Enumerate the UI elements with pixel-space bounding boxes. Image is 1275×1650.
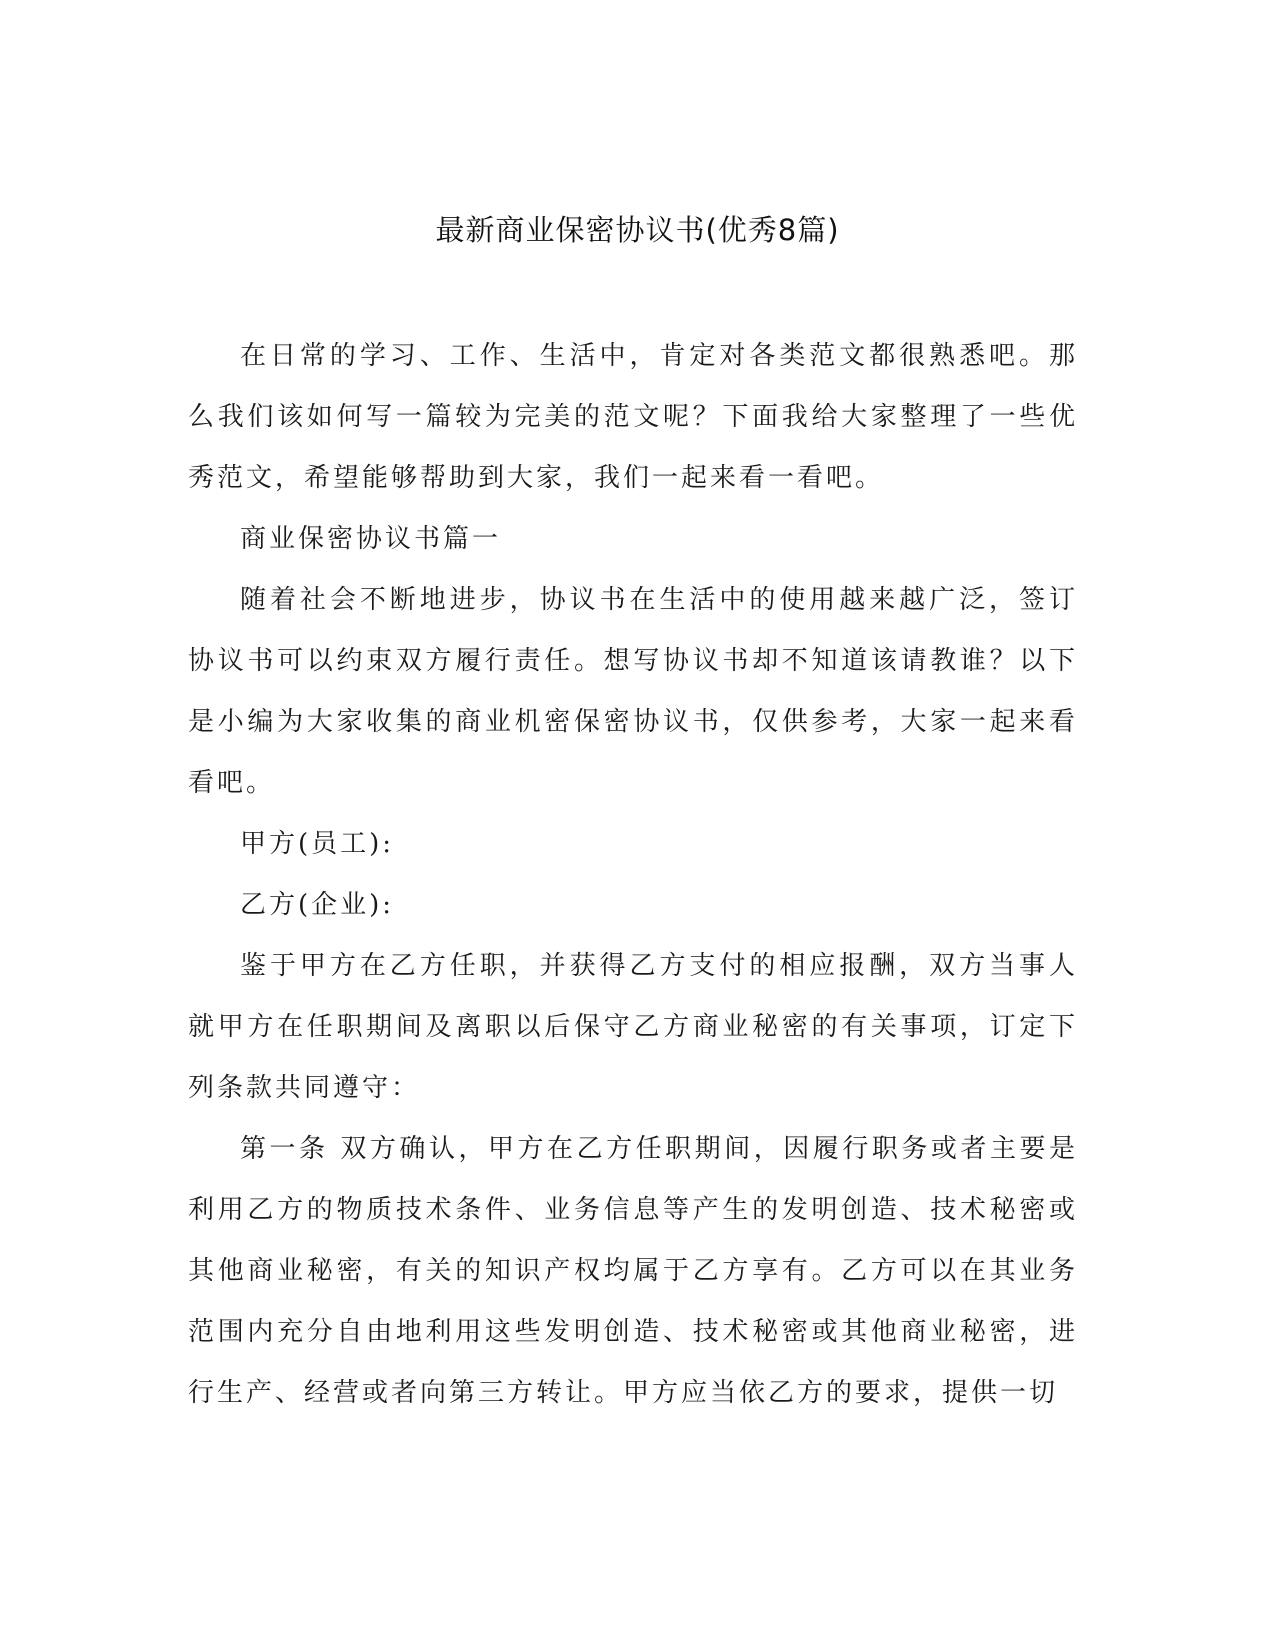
document-body — [188, 326, 1078, 1424]
article-one-paragraph: 第一条 双方确认，甲方在乙方任职期间，因履行职务或者主要是利用乙方的物质技术条件、业务信息等产生的发明创造、技术秘密或其他商业秘密，有关的知识产权均属于乙方享有。乙方可以在其业务范围内充分自由地利用这些发明创造、技术秘密或其他商业秘密，进行生产、经营或者向第三方转让。甲方应当依乙方的要求，提供一切 — [188, 1134, 1078, 1408]
section-heading: 商业保密协议书篇一 — [240, 524, 502, 554]
document-title: 最新商业保密协议书(优秀8篇) — [435, 213, 840, 247]
party-a-line: 甲方(员工): — [240, 829, 395, 859]
party-b-line: 乙方(企业): — [240, 890, 395, 920]
body-paragraph: 随着社会不断地进步，协议书在生活中的使用越来越广泛，签订协议书可以约束双方履行责任。想写协议书却不知道该请教谁？以下是小编为大家收集的商业机密保密协议书，仅供参考，大家一起来看看吧。 — [188, 585, 1078, 798]
intro-paragraph: 在日常的学习、工作、生活中，肯定对各类范文都很熟悉吧。那么我们该如何写一篇较为完美的范文呢？下面我给大家整理了一些优秀范文，希望能够帮助到大家，我们一起来看一看吧。 — [188, 341, 1078, 493]
body-paragraph: 鉴于甲方在乙方任职，并获得乙方支付的相应报酬，双方当事人就甲方在任职期间及离职以后保守乙方商业秘密的有关事项，订定下列条款共同遵守： — [188, 951, 1078, 1103]
